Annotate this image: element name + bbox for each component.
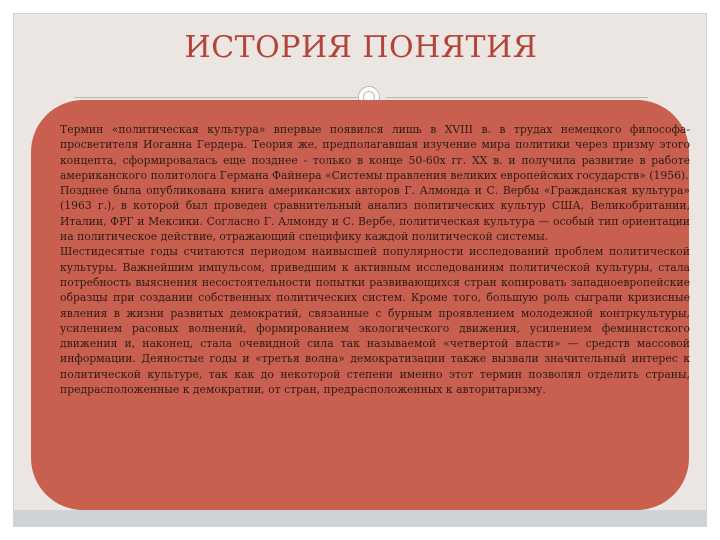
- slide-title: ИСТОРИЯ ПОНЯТИЯ: [184, 30, 538, 65]
- paragraph-3: Шестидесятые годы считаются периодом наивысшей популярности исследований проблем политической культуры. Важнейшим импульсом, приведшим к активным исследованиям политической культуры, стала потребность выяснения несостоятельности попытки развивающихся стран копировать западноевропейские образцы при создании собственных политических систем. Кроме того, большую роль сыграли кризисные явления в жизни развитых демократий, связанные с бурным проявлением молодежной контркультуры, усилением расовых волнений, формированием экологического движения, усилением феминистского движения и, наконец, стала очевидной сила так называемой «четвертой власти» — средств массовой информации. Деяностые годы и «третья волна» демократизации также вызвали значительный интерес к политической культуре, так как до некоторой степени именно этот термин позволял отделить страны, предрасположенные к демократии, от стран, предрасположенных к авторитаризму.: [60, 245, 690, 397]
- paragraph-1: Термин «политическая культура» впервые появился лишь в XVIII в. в трудах немецкого философа-просветителя Иоганна Гердера. Теория же, предполагавшая изучение мира политики через призму этого концепта, сформировалась еще позднее - только в конце 50-60х гг. XX в. и получила развитие в работе американского политолога Германа Файнера «Системы правления великих европейских государств» (1956).: [60, 123, 690, 182]
- title-divider-right: [386, 97, 648, 98]
- bottom-band: [14, 510, 706, 526]
- title-divider-left: [74, 97, 358, 98]
- paragraph-2: Позднее была опубликована книга американских авторов Г. Алмонда и С. Вербы «Гражданская культура» (1963 г.), в которой был проведен сравнительный анализ политических культур США, Великобритании, Италии, ФРГ и Мексики. Согласно Г. Алмонду и С. Вербе, политическая культура — особый тип ориентации на политическое действие, отражающий специфику каждой политической системы.: [60, 184, 690, 244]
- slide: [13, 13, 707, 527]
- body-text: [60, 122, 690, 397]
